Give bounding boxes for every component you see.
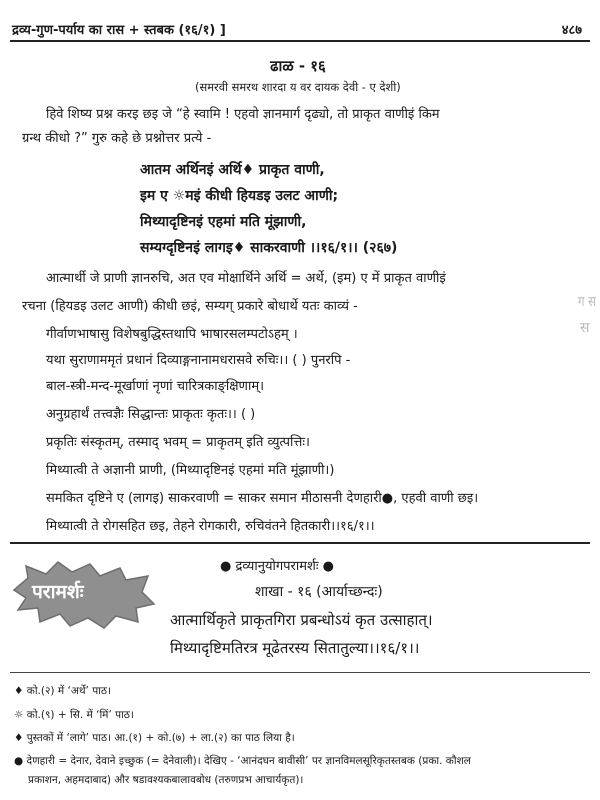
verse-line-2: इम ए ☼मइं कीधी हियडइ उलट आणी; [140,188,339,204]
commentary-line-7: प्रकृतिः संस्कृतम्, तस्माद् भवम् = प्राकृतम् इति व्युत्पत्तिः। [46,435,310,450]
footnote-4-cont: प्रकाशन, अहमदाबाद) और षडावश्यकबालावबोध (तरुणप्रभ आचार्यकृत)। [28,774,304,786]
running-title: द्रव्य-गुण-पर्याय का रास + स्तबक (१६/१) ] [12,23,226,38]
margin-mark-1: ग स [578,294,596,310]
commentary-line-3: गीर्वाणभाषासु विशेषबुद्धिस्तथापि भाषारसलम्पटोऽहम् । [46,327,298,342]
intro-line-2: ग्रन्थ कीधो ?” गुरु कहे छे प्रश्नोत्तर प्रत्ये - [22,131,212,146]
commentary-line-2: रचना (हियडइ उलट आणी) कीधी छइं, सम्यग् प्रकारे बोधार्थे यतः काव्यं - [22,299,358,314]
margin-mark-2: स [580,320,590,336]
footnote-3: ♦ पुस्तकों में ‘लागे’ पाठ। आ.(१) + को.(७) + ला.(२) का पाठ लिया है। [14,732,295,744]
banner-label: परामर्शः [32,581,84,603]
section-rule [10,542,590,544]
page-number: ४८७ [561,23,582,38]
commentary-line-4: यथा सुराणाममृतं प्रधानं दिव्याङ्गनानामधरासवे रुचिः।। ( ) पुनरपि - [46,353,351,368]
header-rule [10,40,590,42]
paramarsha-heading: ● द्रव्यानुयोगपरामर्शः ● [220,559,334,574]
paramarsha-line-2: मिथ्यादृष्टिमतिरत्र मूढेतरस्य सितातुल्या।।१६/१।। [170,639,420,657]
commentary-line-5: बाल-स्त्री-मन्द-मूर्खाणां नृणां चारित्रकाङ्क्षिणाम्। [46,379,265,394]
footnote-4: ● देणहारी = देनार, देवाने इच्छुक (= देनेवाली)। देखिए - ‘आनंदघन बावीसी’ पर ज्ञानविमलसूरिकृतस्तबक (प्रका. कौशल [14,755,471,767]
verse-line-3: मिथ्यादृष्टिनइं एहमां मति मूंझाणी, [140,214,307,230]
footnote-1: ♦ को.(२) में ‘अर्थे’ पाठ। [14,685,111,697]
shakha-title: शाखा - १६ (आर्याच्छन्दः) [255,584,383,600]
commentary-line-8: मिथ्यात्वी ते अज्ञानी प्राणी, (मिथ्यादृष्टिनइं एहमां मति मूंझाणी।) [46,463,335,478]
verse-line-1: आतम अर्थिनइं अर्थि♦ प्राकृत वाणी, [140,162,325,178]
dhal-raga: (समरवी समरथ शारदा य वर दायक देवी - ए देशी) [195,80,401,94]
footnote-2: ☼ को.(९) + सि. में ‘मिं’ पाठ। [14,709,134,721]
paramarsha-line-1: आत्मार्थिकृते प्राकृतगिरा प्रबन्धोऽयं कृत उत्साहात्। [170,611,433,629]
footnote-rule [10,672,590,673]
commentary-line-10: मिथ्यात्वी ते रोगसहित छइ, तेहने रोगकारी, रुचिवंतने हितकारी।।१६/१।। [46,519,375,534]
verse-line-4: सम्यग्दृष्टिनइं लागइ♦ साकरवाणी ।।१६/१।। (२६७) [140,240,398,256]
commentary-line-1: आत्मार्थी जे प्राणी ज्ञानरुचि, अत एव मोक्षार्थिने अर्थि = अर्थे, (इम) ए में प्राकृत वाणीइं [46,271,446,286]
intro-line-1: हिवे शिष्य प्रश्न करइ छइ जे “हे स्वामि ! एहवो ज्ञानमार्ग दृढ्यो, तो प्राकृत वाणीइं किम [46,107,440,122]
commentary-line-6: अनुग्रहार्थं तत्त्वज्ञैः सिद्धान्तः प्राकृतः कृतः।। ( ) [46,407,256,422]
dhal-title: ढाळ - १६ [270,57,326,75]
commentary-line-9: समकित दृष्टिने ए (लागइ) साकरवाणी = साकर समान मीठासनी देणहारी●, एहवी वाणी छइ। [46,491,479,506]
